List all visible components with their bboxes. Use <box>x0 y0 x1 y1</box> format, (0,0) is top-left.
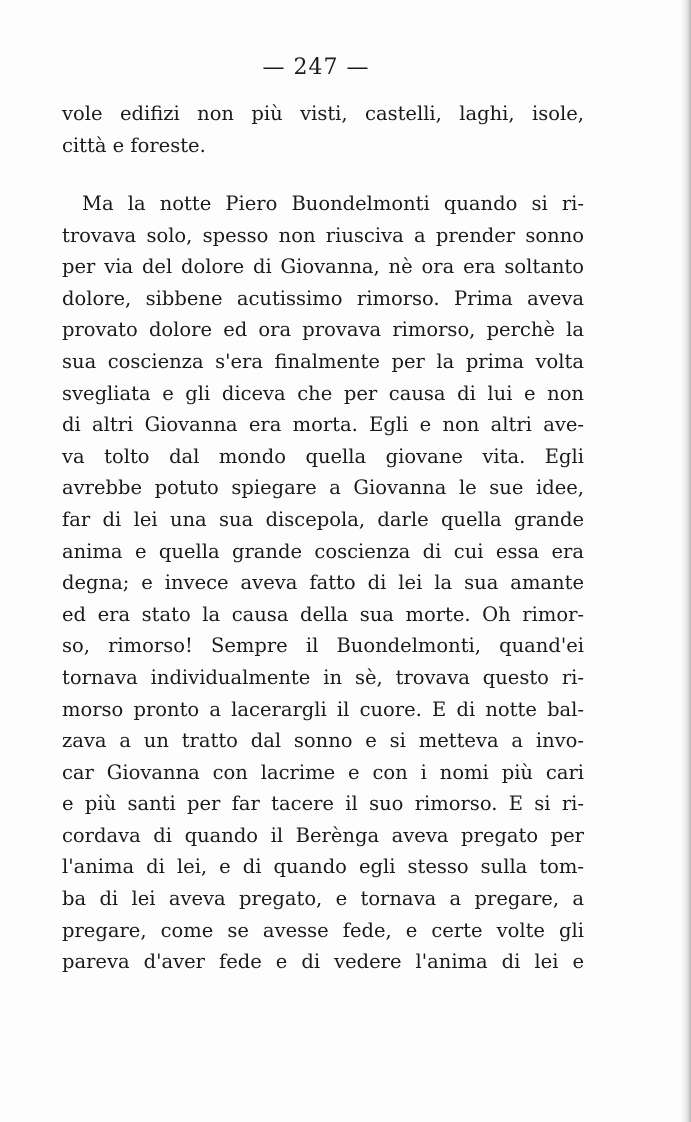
text-line: dolore, sibbene acutissimo rimorso. Prima aveva <box>62 286 584 310</box>
text-line: pareva d'aver fede e di vedere l'anima di lei e <box>62 950 584 974</box>
text-line: morso pronto a lacerargli il cuore. E di notte bal- <box>62 697 584 721</box>
text-line: svegliata e gli diceva che per causa di lui e non <box>62 381 584 405</box>
text-line: degna; e invece aveva fatto di lei la sua amante <box>62 571 584 595</box>
paragraph-1 <box>62 98 584 161</box>
text-line: far di lei una sua discepola, darle quella grande <box>62 507 584 531</box>
text-line: l'anima di lei, e di quando egli stesso sulla tom- <box>62 855 584 879</box>
text-line: anima e quella grande coscienza di cui essa era <box>62 539 584 563</box>
text-line: ba di lei aveva pregato, e tornava a pregare, a <box>62 887 584 911</box>
text-line: car Giovanna con lacrime e con i nomi più cari <box>62 760 584 784</box>
text-line: di altri Giovanna era morta. Egli e non altri ave- <box>62 413 584 437</box>
text-line: cordava di quando il Berènga aveva pregato per <box>62 823 584 847</box>
text-line: ed era stato la causa della sua morte. Oh rimor- <box>62 602 584 626</box>
text-line: va tolto dal mondo quella giovane vita. Egli <box>62 444 584 468</box>
page-number: — 247 — <box>262 55 370 80</box>
text-line: sua coscienza s'era finalmente per la prima volta <box>62 349 584 373</box>
text-line: so, rimorso! Sempre il Buondelmonti, quand'ei <box>62 634 584 658</box>
text-line: Ma la notte Piero Buondelmonti quando si ri- <box>82 192 584 215</box>
text-line: zava a un tratto dal sonno e si metteva a invo- <box>62 729 584 753</box>
text-line: tornava individualmente in sè, trovava questo ri- <box>62 665 584 689</box>
text-line: e più santi per far tacere il suo rimorso. E si ri- <box>62 792 584 816</box>
text-line: per via del dolore di Giovanna, nè ora era soltanto <box>62 255 584 279</box>
page-edge-shadow <box>681 0 691 1122</box>
text-line: vole edifizi non più visti, castelli, laghi, isole, <box>62 102 584 125</box>
text-line: provato dolore ed ora provava rimorso, perchè la <box>62 318 584 342</box>
text-line: città e foreste. <box>62 133 206 157</box>
text-line: avrebbe potuto spiegare a Giovanna le sue idee, <box>62 476 584 500</box>
paragraph-2 <box>62 188 584 978</box>
text-line: trovava solo, spesso non riusciva a prender sonno <box>62 223 584 247</box>
text-line: pregare, come se avesse fede, e certe volte gli <box>62 918 584 942</box>
